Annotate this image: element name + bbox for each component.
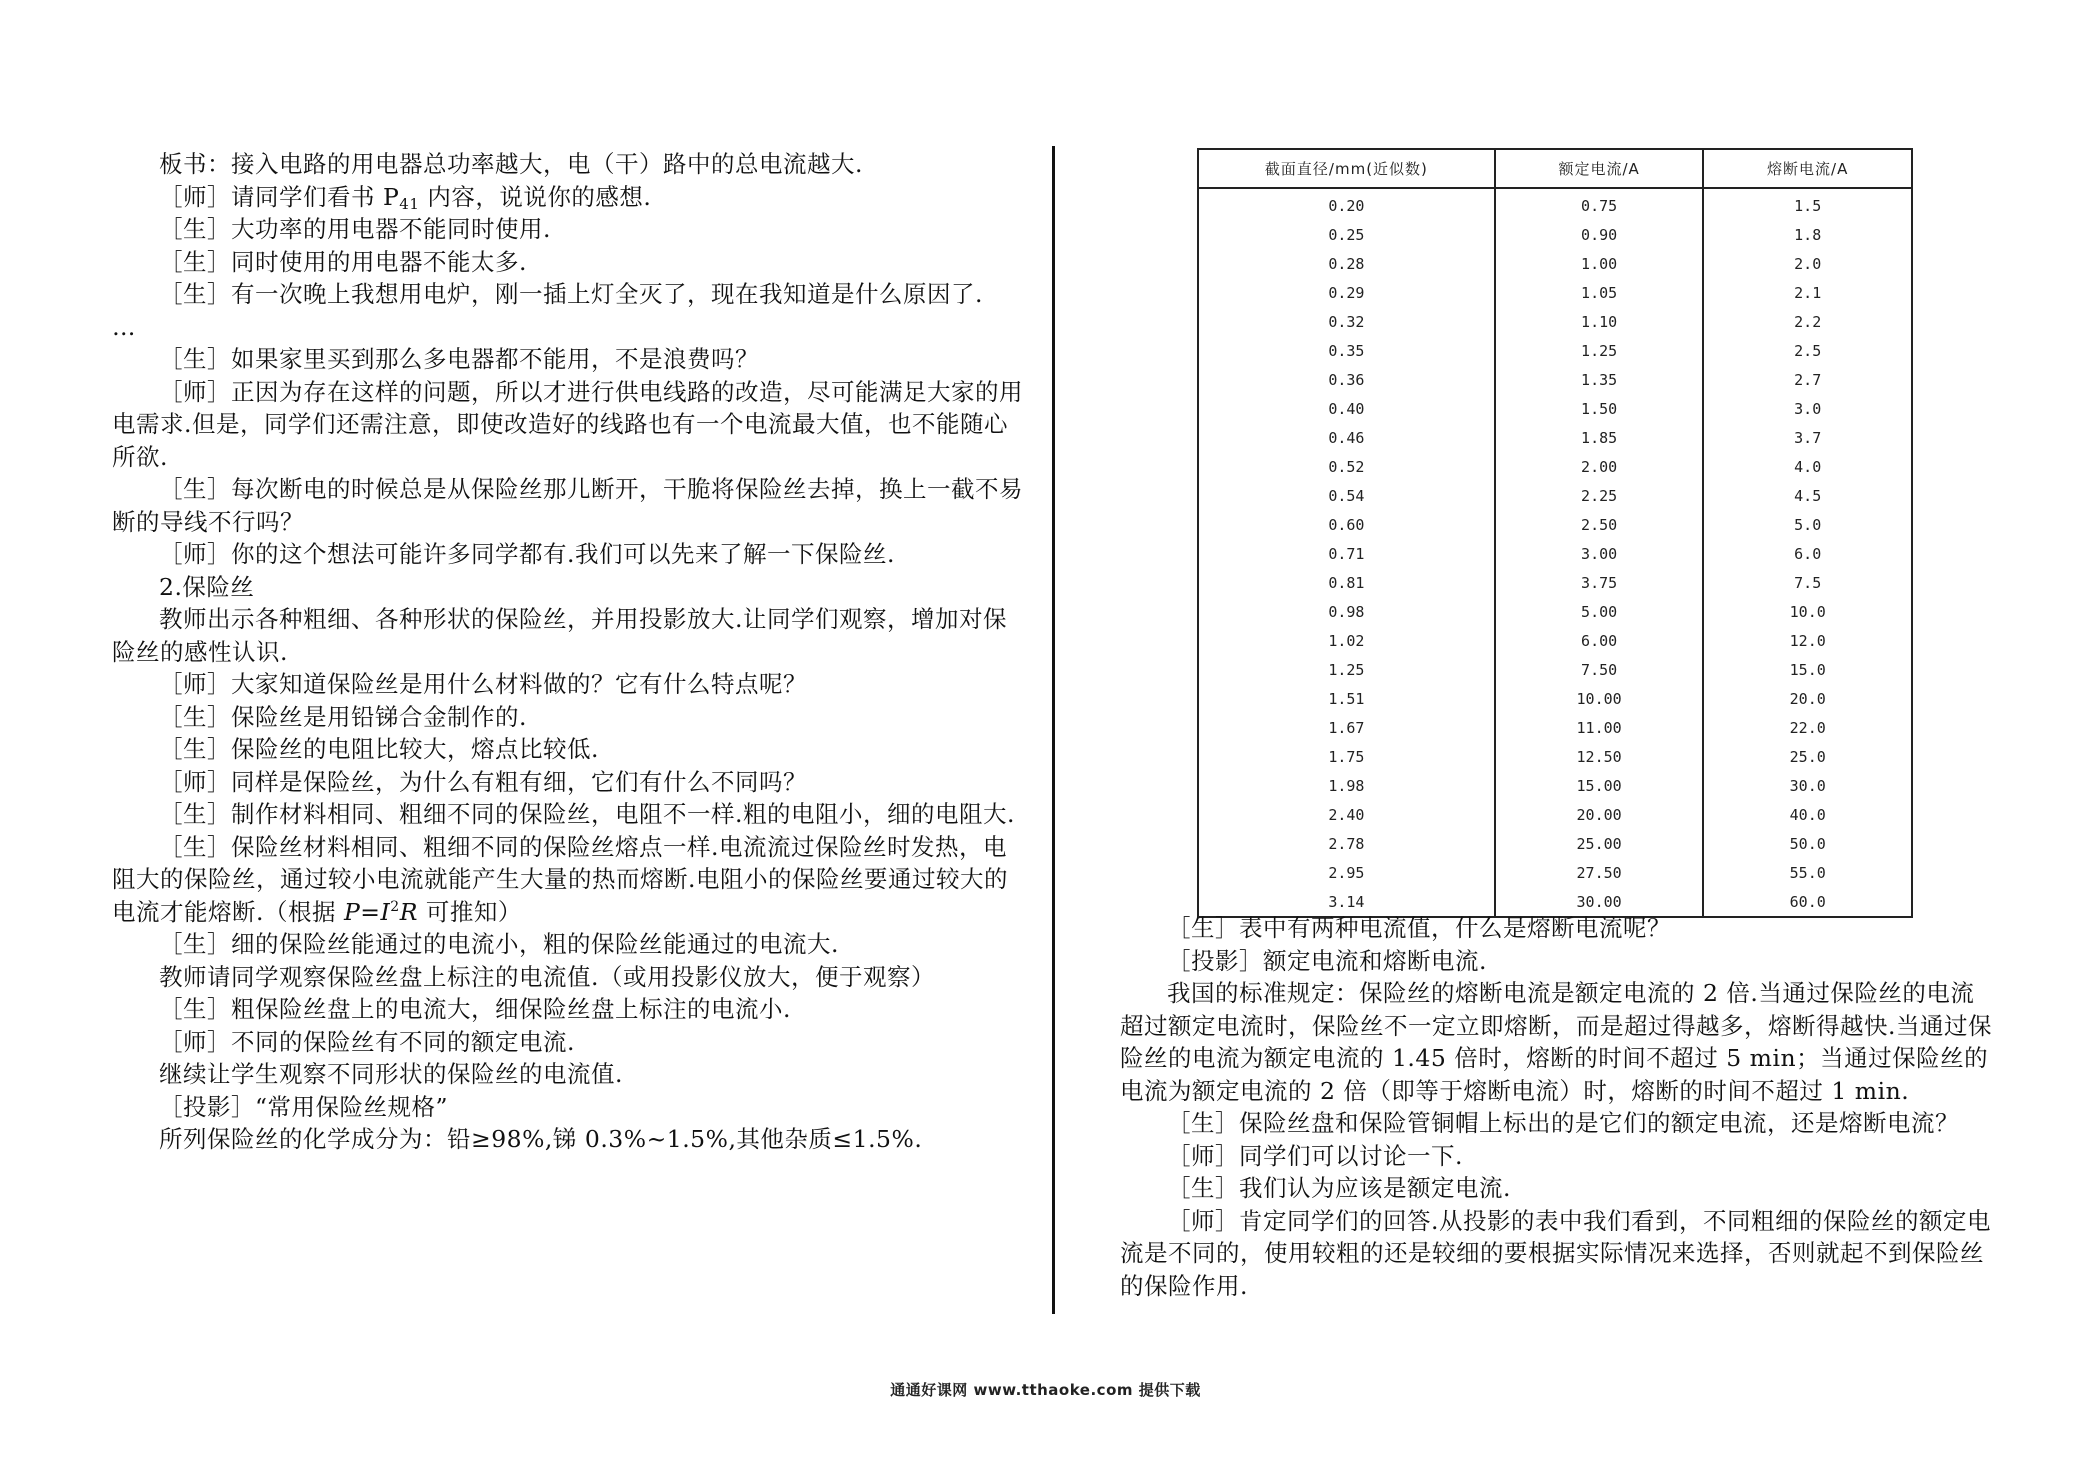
paragraph: 我国的标准规定：保险丝的熔断电流是额定电流的 2 倍.当通过保险丝的电流超过额定电流时，保险丝不一定立即熔断，而是超过得越多，熔断得越快.当通过保险丝的电流为额定电流的 1.45 倍时，熔断的时间不超过 5 min；当通过保险丝的电流为额定电流的 2 倍（即等于熔断电流）时，熔断的时间不超过 1 min. [1120, 979, 1992, 1105]
table-cell: 1.05 [1495, 278, 1704, 307]
paragraph [112, 181, 1030, 214]
table-cell: 0.98 [1198, 597, 1495, 626]
table-row [1198, 597, 1912, 626]
paragraph: ［师］同学们可以讨论一下. [1167, 1141, 1463, 1170]
table-row [1198, 568, 1912, 597]
text-run: 内容，说说你的感想. [419, 182, 652, 211]
table-row [1198, 481, 1912, 510]
right-column [1120, 912, 1998, 1302]
table-cell: 7.5 [1703, 568, 1912, 597]
table-cell: 25.0 [1703, 742, 1912, 771]
table-cell: 1.00 [1495, 249, 1704, 278]
table-cell: 12.0 [1703, 626, 1912, 655]
table-cell: 10.0 [1703, 597, 1912, 626]
table-row [1198, 771, 1912, 800]
table-cell: 11.00 [1495, 713, 1704, 742]
table-cell: 1.02 [1198, 626, 1495, 655]
paragraph: ［生］大功率的用电器不能同时使用. [159, 215, 551, 243]
table-cell: 2.95 [1198, 858, 1495, 887]
table-cell: 2.25 [1495, 481, 1704, 510]
formula-var: P [343, 897, 361, 926]
table-row [1198, 249, 1912, 278]
table-cell: 1.51 [1198, 684, 1495, 713]
table-cell: 2.00 [1495, 452, 1704, 481]
paragraph: 教师请同学观察保险丝盘上标注的电流值.（或用投影仪放大，便于观察） [159, 962, 935, 991]
table-row [1198, 829, 1912, 858]
table-cell: 7.50 [1495, 655, 1704, 684]
table-row [1198, 336, 1912, 365]
table-cell: 0.28 [1198, 249, 1495, 278]
table-cell: 1.25 [1198, 655, 1495, 684]
table-body [1198, 188, 1912, 917]
table-cell: 3.0 [1703, 394, 1912, 423]
table-cell: 55.0 [1703, 858, 1912, 887]
table-row [1198, 510, 1912, 539]
table-cell: 3.14 [1198, 887, 1495, 917]
table-row [1198, 307, 1912, 336]
table-cell: 22.0 [1703, 713, 1912, 742]
table-cell: 0.60 [1198, 510, 1495, 539]
table-cell: 6.0 [1703, 539, 1912, 568]
column-divider [1052, 146, 1055, 1314]
paragraph: ［生］细的保险丝能通过的电流小，粗的保险丝能通过的电流大. [159, 930, 839, 958]
paragraph: ［师］大家知道保险丝是用什么材料做的？它有什么特点呢？ [159, 670, 807, 698]
table-cell: 5.0 [1703, 510, 1912, 539]
table-cell: 2.50 [1495, 510, 1704, 539]
table-cell: 1.25 [1495, 336, 1704, 365]
table-cell: 1.75 [1198, 742, 1495, 771]
fuse-spec-table [1197, 148, 1913, 918]
table-row [1198, 655, 1912, 684]
paragraph: ［生］保险丝盘和保险管铜帽上标出的是它们的额定电流，还是熔断电流？ [1167, 1109, 1959, 1137]
table-cell: 5.00 [1495, 597, 1704, 626]
table-cell: 1.10 [1495, 307, 1704, 336]
table-cell: 0.81 [1198, 568, 1495, 597]
paragraph: ［生］保险丝的电阻比较大，熔点比较低. [159, 735, 599, 763]
table-cell: 2.1 [1703, 278, 1912, 307]
page-footer: 通通好课网 www.tthaoke.com 提供下载 [890, 1381, 1201, 1399]
table-cell: 4.0 [1703, 452, 1912, 481]
table-cell: 3.7 [1703, 423, 1912, 452]
table-cell: 1.5 [1703, 188, 1912, 220]
table-cell: 2.2 [1703, 307, 1912, 336]
table-cell: 0.20 [1198, 188, 1495, 220]
table-cell: 12.50 [1495, 742, 1704, 771]
table-cell: 60.0 [1703, 887, 1912, 917]
column-header: 截面直径/mm(近似数) [1198, 149, 1495, 188]
paragraph: ［生］我们认为应该是额定电流. [1167, 1174, 1511, 1202]
table-cell: 15.0 [1703, 655, 1912, 684]
table-cell: 0.52 [1198, 452, 1495, 481]
text-run: 可推知） [417, 897, 522, 926]
table-cell: 0.71 [1198, 539, 1495, 568]
table-cell: 25.00 [1495, 829, 1704, 858]
paragraph: ［生］表中有两种电流值，什么是熔断电流呢？ [1167, 914, 1671, 942]
paragraph: ［生］每次断电的时候总是从保险丝那儿断开，干脆将保险丝去掉，换上一截不易断的导线不行吗？ [112, 475, 1023, 536]
text-run: ［生］保险丝材料相同、粗细不同的保险丝熔点一样.电流流过保险丝时发热，电阻大的保险丝，通过较小电流就能产生大量的热而熔断.电阻小的保险丝要通过较大的电流才能熔断.（根据 [112, 832, 1008, 926]
subscript: 41 [399, 194, 420, 213]
table-cell: 20.00 [1495, 800, 1704, 829]
paragraph: 教师出示各种粗细、各种形状的保险丝，并用投影放大.让同学们观察，增加对保险丝的感性认识. [112, 605, 1007, 666]
paragraph: ［师］不同的保险丝有不同的额定电流. [159, 1027, 575, 1056]
table-row [1198, 188, 1912, 220]
table-cell: 0.75 [1495, 188, 1704, 220]
table-cell: 50.0 [1703, 829, 1912, 858]
table-cell: 2.78 [1198, 829, 1495, 858]
paragraph [112, 831, 1030, 929]
paragraph: ［生］粗保险丝盘上的电流大，细保险丝盘上标注的电流小. [159, 995, 791, 1023]
column-header: 熔断电流/A [1703, 149, 1912, 188]
formula-var: R [399, 897, 418, 926]
paragraph: ［投影］“常用保险丝规格” [159, 1092, 449, 1121]
paragraph: ［投影］额定电流和熔断电流. [1167, 946, 1487, 975]
table-cell: 4.5 [1703, 481, 1912, 510]
table-header-row [1198, 149, 1912, 188]
table-cell: 30.0 [1703, 771, 1912, 800]
paragraph: ［师］正因为存在这样的问题，所以才进行供电线路的改造，尽可能满足大家的用电需求.但是，同学们还需注意，即使改造好的线路也有一个电流最大值，也不能随心所欲. [112, 377, 1023, 471]
paragraph: 板书：接入电路的用电器总功率越大，电（干）路中的总电流越大. [159, 150, 863, 178]
table-cell: 0.36 [1198, 365, 1495, 394]
table-cell: 0.35 [1198, 336, 1495, 365]
table-cell: 1.67 [1198, 713, 1495, 742]
table-row [1198, 858, 1912, 887]
table-cell: 1.85 [1495, 423, 1704, 452]
table-cell: 0.29 [1198, 278, 1495, 307]
table-cell: 6.00 [1495, 626, 1704, 655]
table-cell: 1.35 [1495, 365, 1704, 394]
paragraph: ［师］肯定同学们的回答.从投影的表中我们看到，不同粗细的保险丝的额定电流是不同的，使用较粗的还是较细的要根据实际情况来选择，否则就起不到保险丝的保险作用. [1120, 1206, 1991, 1300]
table-cell: 0.32 [1198, 307, 1495, 336]
table-cell: 40.0 [1703, 800, 1912, 829]
table-row [1198, 365, 1912, 394]
table-cell: 2.7 [1703, 365, 1912, 394]
table-row [1198, 684, 1912, 713]
table-cell: 27.50 [1495, 858, 1704, 887]
table-row [1198, 800, 1912, 829]
paragraph: ［师］同样是保险丝，为什么有粗有细，它们有什么不同吗？ [159, 767, 807, 796]
table-cell: 0.46 [1198, 423, 1495, 452]
paragraph: 继续让学生观察不同形状的保险丝的电流值. [159, 1060, 623, 1088]
paragraph: ［生］有一次晚上我想用电炉，刚一插上灯全灭了，现在我知道是什么原因了. [159, 280, 983, 308]
table-row [1198, 278, 1912, 307]
left-column [112, 148, 1030, 1156]
formula-op: = [360, 897, 381, 926]
table-row [1198, 394, 1912, 423]
table-row [1198, 539, 1912, 568]
paragraph: ［生］同时使用的用电器不能太多. [159, 247, 527, 276]
column-header: 额定电流/A [1495, 149, 1704, 188]
table-cell: 0.25 [1198, 220, 1495, 249]
paragraph: 所列保险丝的化学成分为：铅≥98%,锑 0.3%~1.5%,其他杂质≤1.5%. [159, 1125, 923, 1153]
table-cell: 1.8 [1703, 220, 1912, 249]
table-cell: 20.0 [1703, 684, 1912, 713]
ellipsis: … [112, 312, 136, 341]
table-cell: 3.00 [1495, 539, 1704, 568]
table-row [1198, 626, 1912, 655]
paragraph: ［生］如果家里买到那么多电器都不能用，不是浪费吗？ [159, 345, 759, 373]
paragraph: ［师］你的这个想法可能许多同学都有.我们可以先来了解一下保险丝. [159, 540, 895, 568]
paragraph: ［生］制作材料相同、粗细不同的保险丝，电阻不一样.粗的电阻小，细的电阻大. [159, 800, 1015, 828]
table-cell: 2.40 [1198, 800, 1495, 829]
table-cell: 2.0 [1703, 249, 1912, 278]
formula-var: I [380, 897, 391, 926]
paragraph: ［生］保险丝是用铅锑合金制作的. [159, 702, 527, 731]
table-cell: 3.75 [1495, 568, 1704, 597]
table-row [1198, 220, 1912, 249]
superscript: 2 [390, 898, 400, 915]
table-row [1198, 713, 1912, 742]
table-cell: 1.98 [1198, 771, 1495, 800]
table-row [1198, 423, 1912, 452]
table-cell: 0.40 [1198, 394, 1495, 423]
table-cell: 2.5 [1703, 336, 1912, 365]
table-cell: 30.00 [1495, 887, 1704, 917]
table-cell: 10.00 [1495, 684, 1704, 713]
table-row [1198, 452, 1912, 481]
table-row [1198, 742, 1912, 771]
table-cell: 0.90 [1495, 220, 1704, 249]
table-cell: 0.54 [1198, 481, 1495, 510]
section-heading: 2.保险丝 [159, 572, 255, 601]
text-run: ［师］请同学们看书 P [159, 182, 400, 211]
table-cell: 15.00 [1495, 771, 1704, 800]
table-cell: 1.50 [1495, 394, 1704, 423]
